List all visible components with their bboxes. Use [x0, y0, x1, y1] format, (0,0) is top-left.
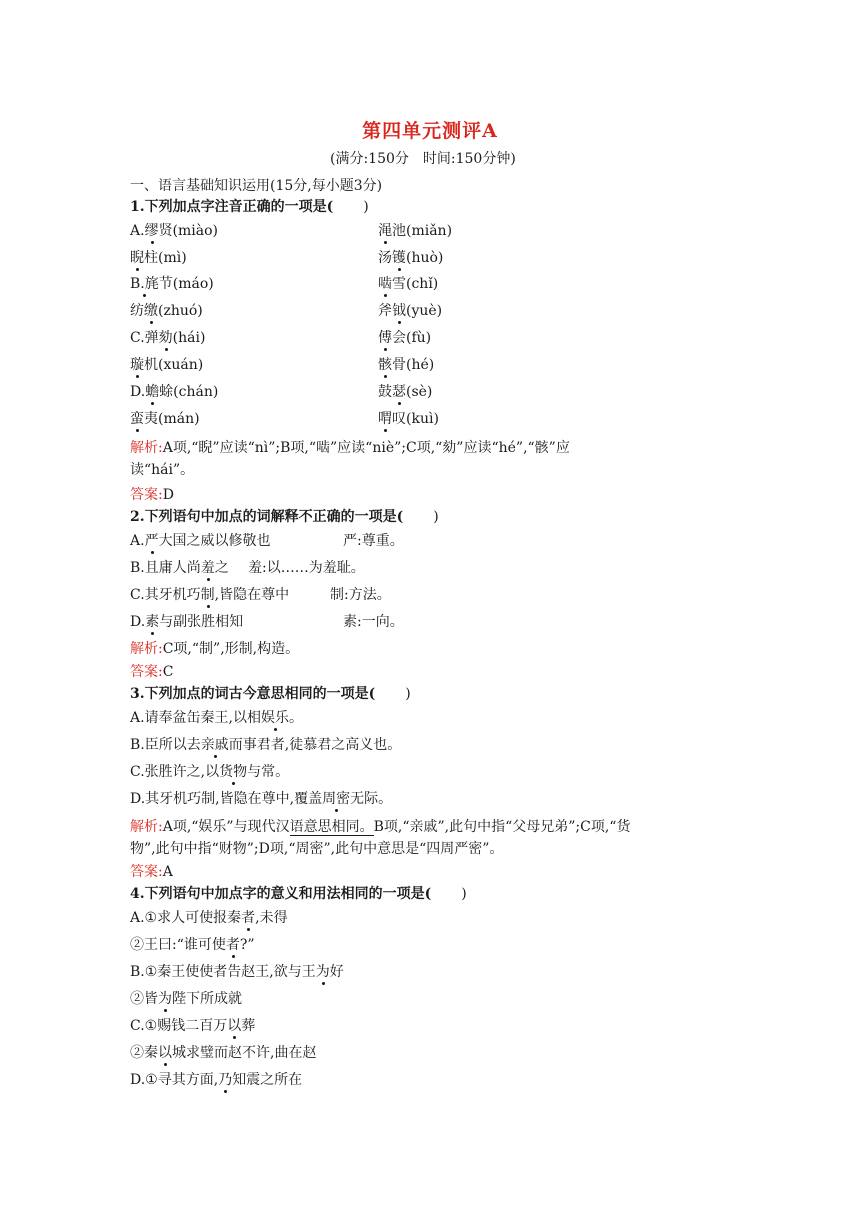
q3-option-b: B.臣所以去亲戚而事君者,徒慕君之高义也。 — [130, 737, 402, 753]
q2-analysis: 解析:C项,“制”,形制,构造。 — [130, 641, 300, 657]
q3-stem: 3.下列加点的词古今意思相同的一项是( ) — [130, 686, 411, 702]
q1-analysis-line2: 读“hái”。 — [130, 462, 195, 478]
q1-analysis-line1: 解析:A项,“睨”应读“nì”;B项,“啮”应读“niè”;C项,“劾”应读“hé”,“骸”应 — [130, 440, 570, 456]
q3-option-d: D.其牙机巧制,皆隐在尊中,覆盖周密无际。 — [130, 791, 393, 807]
q2-stem: 2.下列语句中加点的词解释不正确的一项是( ) — [130, 509, 439, 525]
q1-option-a-row1: A.缪贤(miào) 渑池(miǎn) — [130, 223, 453, 239]
q1-answer: 答案:D — [130, 487, 174, 503]
q2-option-b: B.且庸人尚羞之 羞:以……为羞耻。 — [130, 560, 365, 576]
q2-answer: 答案:C — [130, 664, 174, 680]
q1-option-c-row1: C.弹劾(hái) 傅会(fù) — [130, 330, 432, 346]
q4-option-b-2: ②皆为陛下所成就 — [130, 991, 242, 1007]
q1-option-b-row2: 纺缴(zhuó) 斧钺(yuè) — [130, 303, 443, 319]
q1-stem: 1.下列加点字注音正确的一项是( ) — [130, 199, 369, 215]
q4-option-a-1: A.①求人可使报秦者,未得 — [130, 910, 288, 926]
section-heading: 一、语言基础知识运用(15分,每小题3分) — [130, 178, 383, 194]
q1-option-d-row1: D.蟾蜍(chán) 鼓瑟(sè) — [130, 384, 433, 400]
q1-option-d-row2: 蛮夷(mán) 喟叹(kuì) — [130, 411, 439, 427]
q4-option-c-1: C.①赐钱二百万以葬 — [130, 1018, 256, 1034]
q3-answer: 答案:A — [130, 864, 173, 880]
q1-option-c-row2: 璇机(xuán) 骸骨(hé) — [130, 357, 435, 373]
q4-option-a-2: ②王曰:“谁可使者?” — [130, 937, 255, 953]
analysis-label: 解析: — [130, 440, 163, 456]
q3-analysis-line1: 解析:A项,“娱乐”与现代汉语意思相同。B项,“亲戚”,此句中指“父母兄弟”;C项,“货 — [130, 819, 631, 835]
q1-option-b-row1: B.旄节(máo) 啮雪(chǐ) — [130, 276, 439, 292]
q4-option-c-2: ②秦以城求璧而赵不许,曲在赵 — [130, 1045, 317, 1061]
q4-option-b-1: B.①秦王使使者告赵王,欲与王为好 — [130, 964, 344, 980]
q1-option-a-row2: 睨柱(mì) 汤镬(huò) — [130, 250, 444, 266]
q4-option-d-1: D.①寻其方面,乃知震之所在 — [130, 1072, 303, 1088]
q2-option-c: C.其牙机巧制,皆隐在尊中 制:方法。 — [130, 587, 391, 603]
page-title: 第四单元测评A — [362, 120, 498, 142]
score-time-info: (满分:150分 时间:150分钟) — [330, 151, 516, 167]
q3-option-c: C.张胜许之,以货物与常。 — [130, 764, 290, 780]
q4-stem: 4.下列语句中加点字的意义和用法相同的一项是( ) — [130, 886, 467, 902]
q3-analysis-line2: 物”,此句中指“财物”;D项,“周密”,此句中意思是“四周严密”。 — [130, 841, 504, 857]
q2-option-a: A.严大国之威以修敬也 严:尊重。 — [130, 533, 404, 549]
q3-option-a: A.请奉盆缶秦王,以相娱乐。 — [130, 710, 304, 726]
q2-option-d: D.素与副张胜相知 素:一向。 — [130, 614, 404, 630]
